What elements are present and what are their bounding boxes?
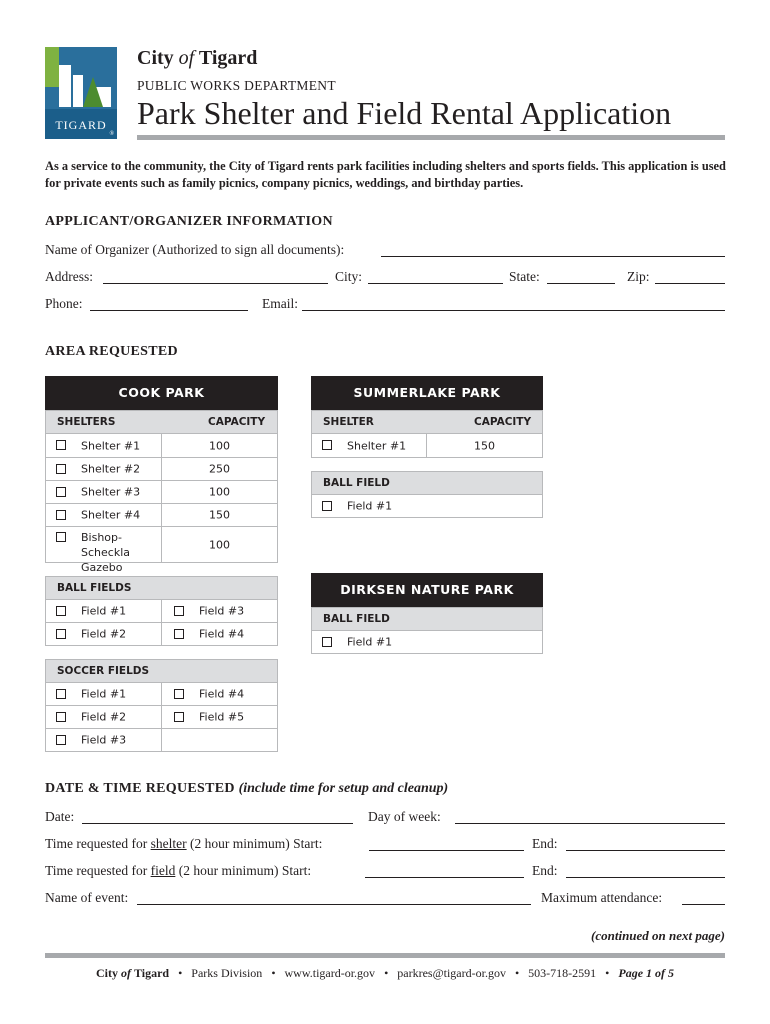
event-name-label: Name of event: [45, 890, 129, 905]
cook-gazebo[interactable]: Bishop-Scheckla Gazebo [45, 527, 162, 563]
shelter-time-label: Time requested for shelter (2 hour minimum) Start: [45, 836, 323, 851]
applicant-heading: APPLICANT/ORGANIZER INFORMATION [45, 214, 333, 229]
intro-text: As a service to the community, the City of Tigard rents park facilities including shelters and sports fields. This application is used for private events such as family picnics, company picnics, weddings, and birthday parties. [45, 159, 726, 190]
header-divider [137, 135, 725, 140]
empty-cell [161, 729, 278, 752]
attendance-label: Maximum attendance: [541, 890, 663, 905]
footer: City of Tigard • Parks Division • www.tigard-or.gov • parkres@tigard-or.gov • 503-718-2591 • Page 1 of 5 [95, 966, 675, 980]
continued-note: (continued on next page) [591, 928, 725, 943]
event-name-field[interactable] [137, 891, 531, 905]
page-title: Park Shelter and Field Rental Application [137, 95, 672, 131]
checkbox[interactable] [56, 689, 66, 699]
summerlake-park-title: SUMMERLAKE PARK [311, 376, 543, 410]
shelter-end-label: End: [532, 836, 558, 851]
day-of-week-label: Day of week: [368, 809, 441, 824]
footer-phone: 503-718-2591 [528, 966, 597, 980]
zip-field[interactable] [655, 270, 725, 284]
state-field[interactable] [547, 270, 615, 284]
date-field[interactable] [82, 810, 353, 824]
email-field[interactable] [302, 297, 725, 311]
cook-shelter-1[interactable]: Shelter #1 [45, 434, 162, 458]
footer-email: parkres@tigard-or.gov [397, 966, 506, 980]
footer-website: www.tigard-or.gov [284, 966, 376, 980]
zip-label: Zip: [627, 269, 650, 284]
city-logo: TIGARD ® [45, 47, 117, 139]
shelter-start-field[interactable] [369, 837, 524, 851]
date-label: Date: [45, 809, 75, 824]
department-name: PUBLIC WORKS DEPARTMENT [137, 78, 336, 93]
checkbox[interactable] [56, 735, 66, 745]
checkbox[interactable] [322, 501, 332, 511]
checkbox[interactable] [174, 712, 184, 722]
dirksen-park-title: DIRKSEN NATURE PARK [311, 573, 543, 607]
field-start-field[interactable] [365, 864, 524, 878]
checkbox[interactable] [56, 510, 66, 520]
checkbox[interactable] [56, 440, 66, 450]
cook-shelter-3[interactable]: Shelter #3 [45, 481, 162, 504]
cook-ball-field-4[interactable]: Field #4 [161, 623, 278, 646]
city-name: City of Tigard [137, 47, 258, 69]
summerlake-shelter-header: SHELTER CAPACITY [311, 410, 543, 434]
cook-soccer-field-2[interactable]: Field #2 [45, 706, 162, 729]
address-field[interactable] [103, 270, 328, 284]
summerlake-ballfield-header: BALL FIELD [311, 471, 543, 495]
checkbox[interactable] [174, 689, 184, 699]
phone-label: Phone: [45, 296, 83, 311]
cook-shelter-4-capacity: 150 [161, 504, 278, 527]
cook-shelter-3-capacity: 100 [161, 481, 278, 504]
dirksen-field-1[interactable]: Field #1 [311, 631, 543, 654]
shelter-end-field[interactable] [566, 837, 725, 851]
logo-text: TIGARD [55, 118, 107, 132]
cook-soccer-field-4[interactable]: Field #4 [161, 683, 278, 706]
checkbox[interactable] [56, 712, 66, 722]
summerlake-shelter-1-capacity: 150 [426, 434, 543, 458]
cook-ball-field-3[interactable]: Field #3 [161, 600, 278, 623]
field-time-label: Time requested for field (2 hour minimum) Start: [45, 863, 312, 878]
day-of-week-field[interactable] [455, 810, 725, 824]
checkbox[interactable] [56, 464, 66, 474]
cook-shelters-header: SHELTERS CAPACITY [45, 410, 278, 434]
field-end-label: End: [532, 863, 558, 878]
cook-ball-field-2[interactable]: Field #2 [45, 623, 162, 646]
state-label: State: [509, 269, 540, 284]
cook-shelter-2-capacity: 250 [161, 458, 278, 481]
cook-soccer-field-3[interactable]: Field #3 [45, 729, 162, 752]
field-end-field[interactable] [566, 864, 725, 878]
cook-soccer-field-1[interactable]: Field #1 [45, 683, 162, 706]
cook-gazebo-capacity: 100 [161, 527, 278, 563]
cook-park-title: COOK PARK [45, 376, 278, 410]
city-label: City: [335, 269, 363, 284]
checkbox[interactable] [56, 532, 66, 542]
cook-soccer-header: SOCCER FIELDS [45, 659, 278, 683]
footer-divider [45, 953, 725, 958]
cook-shelter-1-capacity: 100 [161, 434, 278, 458]
cook-shelter-2[interactable]: Shelter #2 [45, 458, 162, 481]
phone-field[interactable] [90, 297, 248, 311]
organizer-field[interactable] [381, 243, 725, 257]
checkbox[interactable] [322, 637, 332, 647]
address-label: Address: [45, 269, 93, 284]
organizer-label: Name of Organizer (Authorized to sign all documents): [45, 242, 345, 257]
datetime-heading: DATE & TIME REQUESTED (include time for setup and cleanup) [45, 781, 449, 796]
checkbox[interactable] [56, 606, 66, 616]
attendance-field[interactable] [682, 891, 725, 905]
city-field[interactable] [368, 270, 503, 284]
cook-ball-field-1[interactable]: Field #1 [45, 600, 162, 623]
checkbox[interactable] [56, 629, 66, 639]
checkbox[interactable] [174, 606, 184, 616]
cook-soccer-field-5[interactable]: Field #5 [161, 706, 278, 729]
checkbox[interactable] [56, 487, 66, 497]
summerlake-shelter-1[interactable]: Shelter #1 [311, 434, 427, 458]
summerlake-field-1[interactable]: Field #1 [311, 495, 543, 518]
checkbox[interactable] [174, 629, 184, 639]
cook-ballfields-header: BALL FIELDS [45, 576, 278, 600]
area-heading: AREA REQUESTED [45, 344, 178, 359]
email-label: Email: [262, 296, 298, 311]
dirksen-ballfield-header: BALL FIELD [311, 607, 543, 631]
checkbox[interactable] [322, 440, 332, 450]
page-number: Page 1 of 5 [618, 966, 675, 980]
cook-shelter-4[interactable]: Shelter #4 [45, 504, 162, 527]
